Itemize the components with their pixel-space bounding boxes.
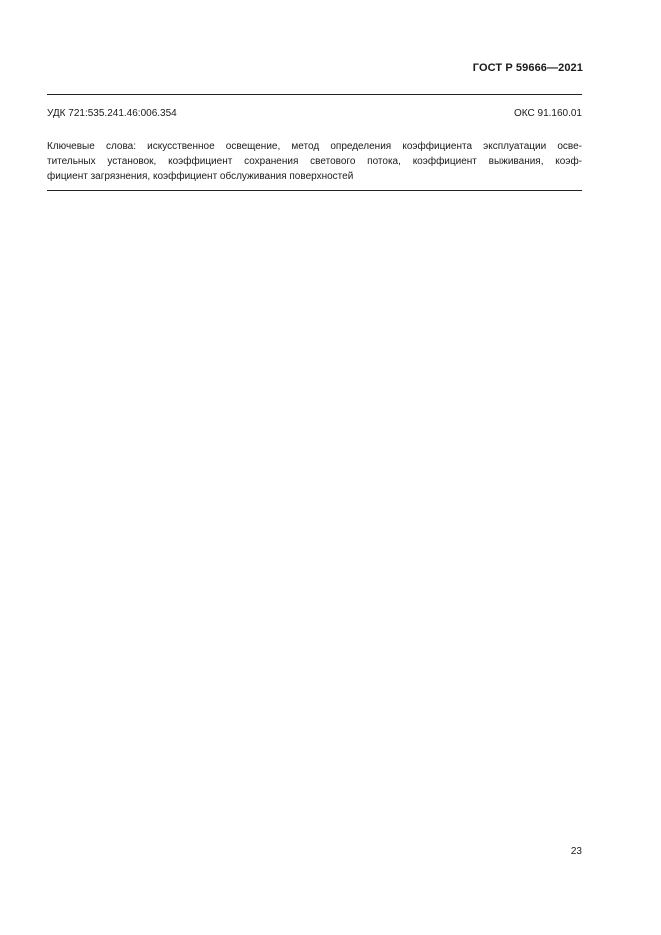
keywords-line-1: Ключевые слова: искусственное освещение, метод определения коэффициента эксплуатации осве- xyxy=(47,141,582,152)
keywords-line-3: фициент загрязнения, коэффициент обслуживания поверхностей xyxy=(47,171,354,182)
bottom-divider xyxy=(47,190,582,191)
top-divider xyxy=(47,94,582,95)
oks-code: ОКС 91.160.01 xyxy=(514,108,582,119)
classification-row xyxy=(47,108,582,119)
page-number: 23 xyxy=(570,846,582,857)
keywords-line-2: тительных установок, коэффициент сохранения светового потока, коэффициент выживания, коэф- xyxy=(47,156,582,167)
keywords-block xyxy=(47,139,582,184)
document-code: ГОСТ Р 59666—2021 xyxy=(472,62,583,74)
udk-code: УДК 721:535.241.46:006.354 xyxy=(47,108,177,119)
